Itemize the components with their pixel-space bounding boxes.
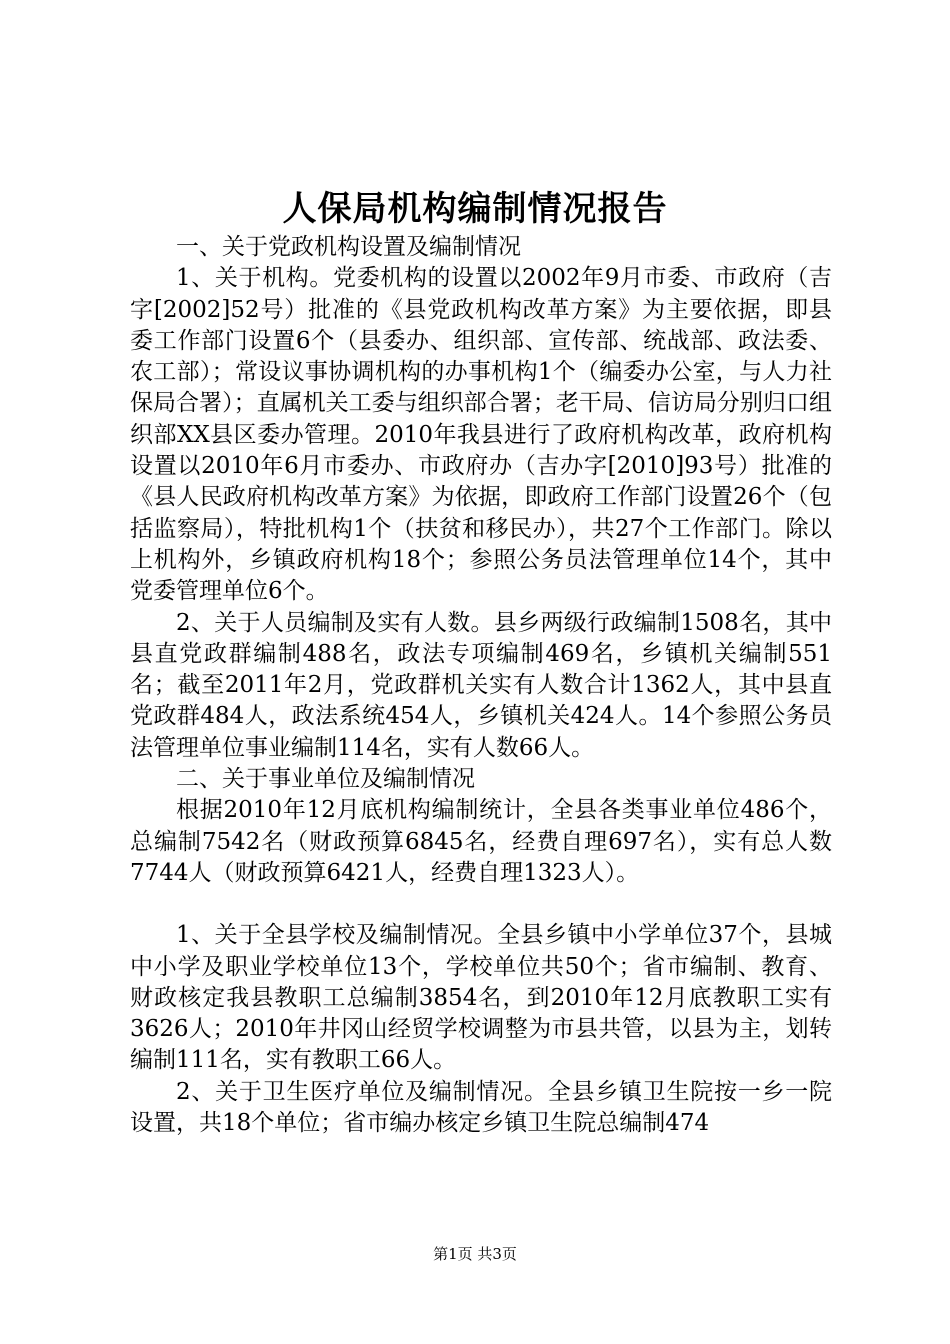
document-body	[130, 232, 832, 1139]
paragraph-schools: 1、关于全县学校及编制情况。全县乡镇中小学单位37个，县城中小学及职业学校单位13个，学校单位共50个；省市编制、教育、财政核定我县教职工总编制3854名，到2010年12月底教职工实有3626人；2010年井冈山经贸学校调整为市县共管，以县为主，划转编制111名，实有教职工66人。	[130, 922, 832, 1074]
page-title: 人保局机构编制情况报告	[282, 189, 668, 229]
section-heading-2: 二、关于事业单位及编制情况	[176, 766, 475, 793]
section-heading-1: 一、关于党政机构设置及编制情况	[176, 234, 521, 260]
paragraph-institutions: 1、关于机构。党委机构的设置以2002年9月市委、市政府（吉字[2002]52号）批准的《县党政机构改革方案》为主要依据，即县委工作部门设置6个（县委办、组织部、宣传部、统战部、政法委、农工部）；常设议事协调机构的办事机构1个（编委办公室，与人力社保局合署）；直属机关工委与组织部合署；老干局、信访局分别归口组织部XX县区委办管理。2010年我县进行了政府机构改革，政府机构设置以2010年6月市委办、市政府办（吉办字[2010]93号）批准的《县人民政府机构改革方案》为依据，即政府工作部门设置26个（包括监察局），特批机构1个（扶贫和移民办），共27个工作部门。除以上机构外，乡镇政府机构18个；参照公务员法管理单位14个，其中党委管理单位6个。	[130, 265, 832, 605]
paragraph-staffing: 2、关于人员编制及实有人数。县乡两级行政编制1508名，其中县直党政群编制488名，政法专项编制469名，乡镇机关编制551名；截至2011年2月，党政群机关实有人数合计1362人，其中县直党政群484人，政法系统454人，乡镇机关424人。14个参照公务员法管理单位事业编制114名，实有人数66人。	[130, 609, 832, 761]
page-footer: 第1页 共3页	[433, 1245, 517, 1263]
paragraph-public-institutions: 根据2010年12月底机构编制统计，全县各类事业单位486个，总编制7542名（财政预算6845名，经费自理697名），实有总人数7744人（财政预算6421人，经费自理1323人）。	[130, 797, 832, 886]
paragraph-health: 2、关于卫生医疗单位及编制情况。全县乡镇卫生院按一乡一院设置，共18个单位；省市编办核定乡镇卫生院总编制474	[130, 1078, 832, 1137]
